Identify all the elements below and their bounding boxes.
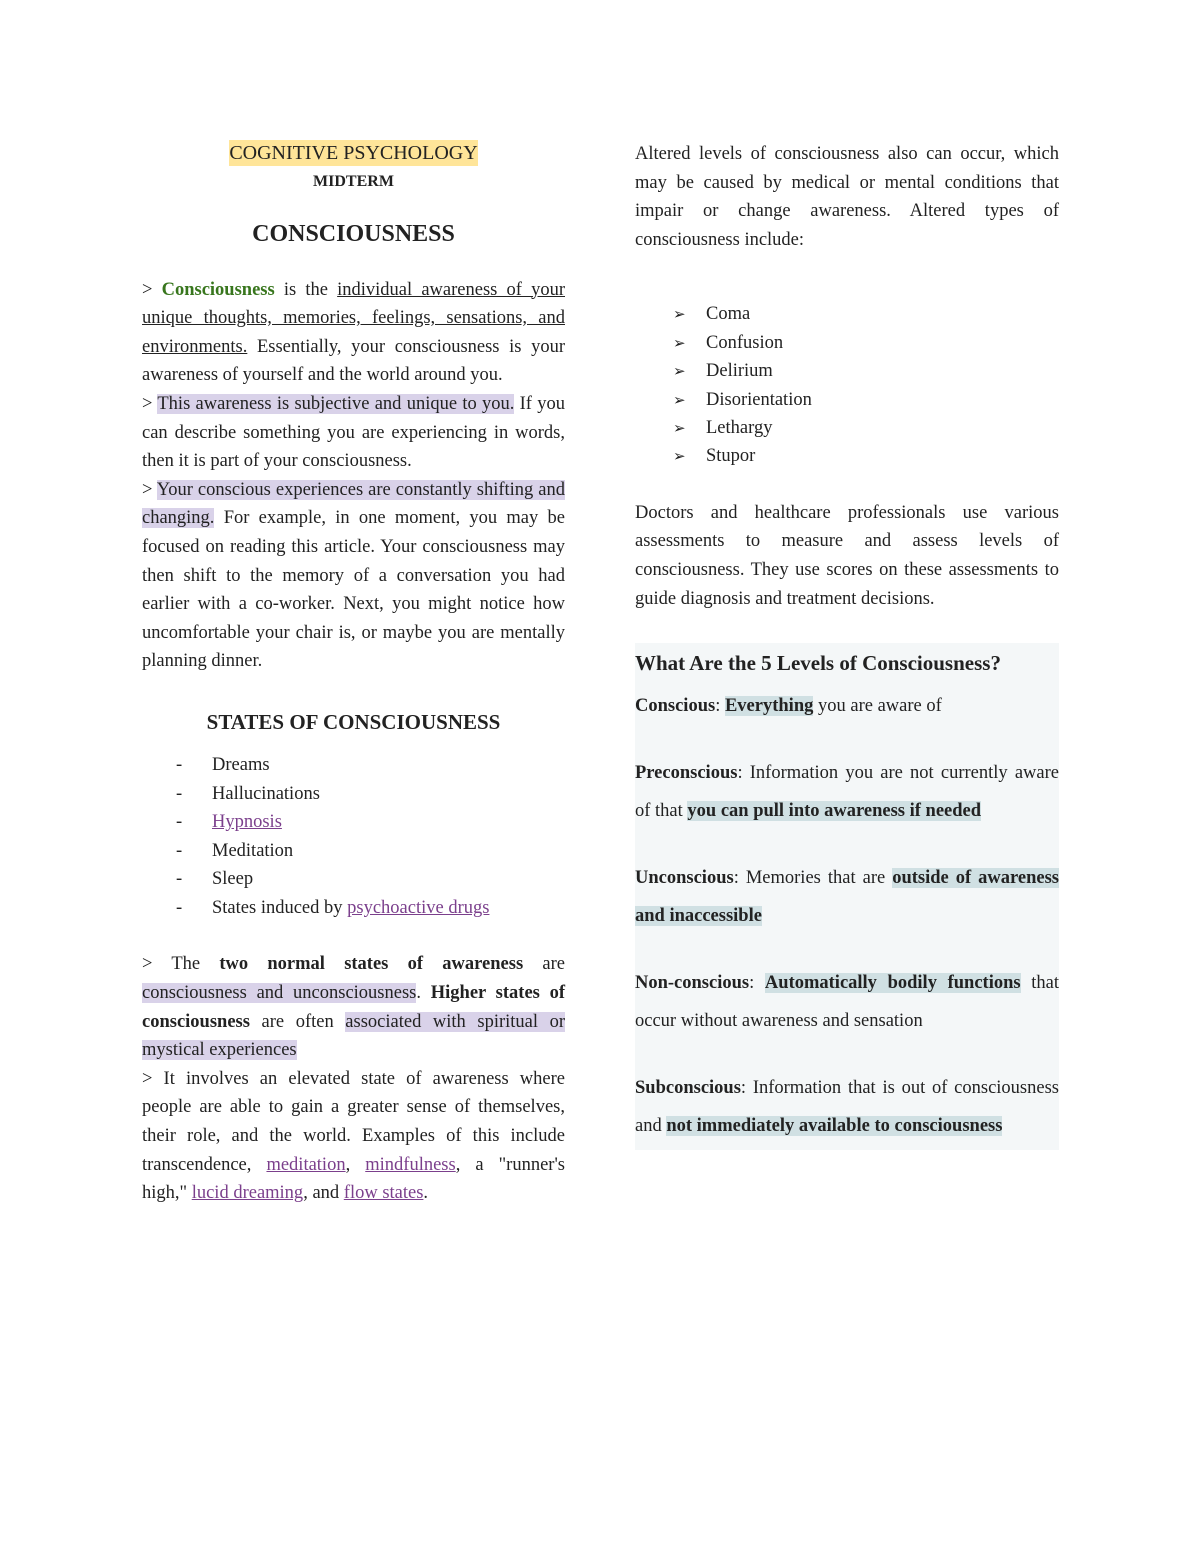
text: : Information that is out of consciousness and xyxy=(635,1077,1059,1137)
level-highlight: not immediately available to consciousness xyxy=(666,1116,1003,1137)
intro-paragraph-1 xyxy=(142,276,565,390)
list-item: - Hallucinations xyxy=(176,780,565,809)
definition-underlined: individual awareness of your unique thoughts, memories, feelings, sensations, and environments. xyxy=(142,279,565,357)
text: , a "runner's high," xyxy=(142,1154,565,1204)
page-title: CONSCIOUSNESS xyxy=(252,220,455,247)
intro-paragraph-3 xyxy=(142,476,565,676)
highlight-shifting: Your conscious experiences are constantly shifting and changing. xyxy=(142,479,565,529)
list-item: ➢ Disorientation xyxy=(673,386,1059,414)
lucid-dreaming-link[interactable]: lucid dreaming xyxy=(191,1183,304,1204)
text: > The xyxy=(142,954,220,975)
text: States induced by xyxy=(212,897,348,918)
text: Essentially, your consciousness is your awareness of yourself and the world around you. xyxy=(142,336,565,386)
states-heading: STATES OF CONSCIOUSNESS xyxy=(206,709,501,734)
level-term: Subconscious xyxy=(635,1077,741,1098)
text: : Information you are not currently aware of that xyxy=(635,762,1059,822)
list-item: ➢ Confusion xyxy=(673,329,1059,357)
term-label: MIDTERM xyxy=(313,172,394,190)
text: : Memories that are xyxy=(733,867,893,888)
level-preconscious xyxy=(635,754,1059,831)
quote-marker: > xyxy=(142,479,157,500)
level-highlight: you can pull into awareness if needed xyxy=(687,801,982,822)
states-list xyxy=(176,751,565,923)
text: : xyxy=(715,696,725,717)
awareness-paragraph-2 xyxy=(142,1065,565,1208)
text: : xyxy=(749,972,765,993)
levels-section xyxy=(635,643,1059,1150)
altered-list xyxy=(673,300,1059,470)
list-item xyxy=(176,808,565,837)
text: If you can describe something you are experiencing in words, then it is part of your consciousness. xyxy=(142,393,565,472)
level-term: Non-conscious xyxy=(635,972,750,993)
list-item: - Dreams xyxy=(176,751,565,780)
text: . xyxy=(416,983,431,1004)
term-consciousness: Consciousness xyxy=(161,279,275,300)
list-item: ➢ Stupor xyxy=(673,442,1059,470)
flow-states-link[interactable]: flow states xyxy=(343,1183,424,1204)
list-item: ➢ Lethargy xyxy=(673,414,1059,442)
level-highlight: Everything xyxy=(724,696,814,717)
bold-text: two normal states of awareness xyxy=(219,954,524,975)
list-item xyxy=(176,894,565,923)
intro-paragraph-2 xyxy=(142,390,565,476)
text: you are aware of xyxy=(813,696,942,717)
altered-intro: Altered levels of consciousness also can occur, which may be caused by medical or mental conditions that impair or change awareness. Altered types of consciousness include: xyxy=(635,144,1059,250)
level-term: Unconscious xyxy=(635,867,734,888)
left-column xyxy=(142,140,565,1208)
mindfulness-link[interactable]: mindfulness xyxy=(365,1154,456,1175)
text: , and xyxy=(303,1183,344,1204)
quote-marker: > xyxy=(142,393,158,414)
assessment-paragraph: Doctors and healthcare professionals use various assessments to measure and assess levels of consciousness. They use scores on these assessments to guide diagnosis and treatment decisions. xyxy=(635,502,1059,609)
psychoactive-drugs-link[interactable]: psychoactive drugs xyxy=(347,897,490,918)
level-term: Preconscious xyxy=(635,762,738,783)
level-highlight: outside of awareness and inaccessible xyxy=(635,867,1060,927)
text: are often xyxy=(249,1011,346,1032)
level-nonconscious xyxy=(635,964,1059,1041)
levels-heading: What Are the 5 Levels of Consciousness? xyxy=(635,651,1001,676)
text: , xyxy=(345,1154,366,1175)
list-item: - Sleep xyxy=(176,865,565,894)
level-highlight: Automatically bodily functions xyxy=(764,972,1021,993)
text: that occur without awareness and sensation xyxy=(635,972,1060,1032)
hypnosis-link[interactable]: Hypnosis xyxy=(212,812,282,833)
highlight-spiritual: associated with spiritual or mystical experiences xyxy=(142,1011,565,1061)
list-item: ➢ Delirium xyxy=(673,357,1059,385)
bold-text: Higher states of consciousness xyxy=(142,983,566,1032)
course-title-line xyxy=(142,140,565,169)
level-subconscious xyxy=(635,1069,1059,1146)
highlight-subjective: This awareness is subjective and unique to you. xyxy=(157,393,515,414)
level-term: Conscious xyxy=(635,696,716,717)
list-item: ➢ Coma xyxy=(673,300,1059,328)
quote-marker: > xyxy=(142,279,162,300)
text: are xyxy=(523,954,565,975)
list-item: - Meditation xyxy=(176,837,565,866)
text: > It involves an elevated state of awareness where people are able to gain a greater sense of themselves, their role, and the world. Examples of this include transcendence, xyxy=(142,1068,565,1175)
text: For example, in one moment, you may be focused on reading this article. Your consciousness may then shift to the memory of a conversation you had earlier with a co-worker. Next, you might notice how uncomfortable your chair is, or maybe you are mentally planning dinner. xyxy=(142,508,565,672)
awareness-paragraph-1 xyxy=(142,950,565,1064)
level-conscious xyxy=(635,687,1059,726)
course-title: COGNITIVE PSYCHOLOGY xyxy=(229,142,478,164)
meditation-link[interactable]: meditation xyxy=(266,1154,346,1175)
right-column xyxy=(635,140,1059,1150)
text: is the xyxy=(274,279,338,300)
highlight-normal-states: consciousness and unconsciousness xyxy=(142,983,417,1004)
level-unconscious xyxy=(635,859,1059,936)
text: . xyxy=(423,1183,429,1204)
